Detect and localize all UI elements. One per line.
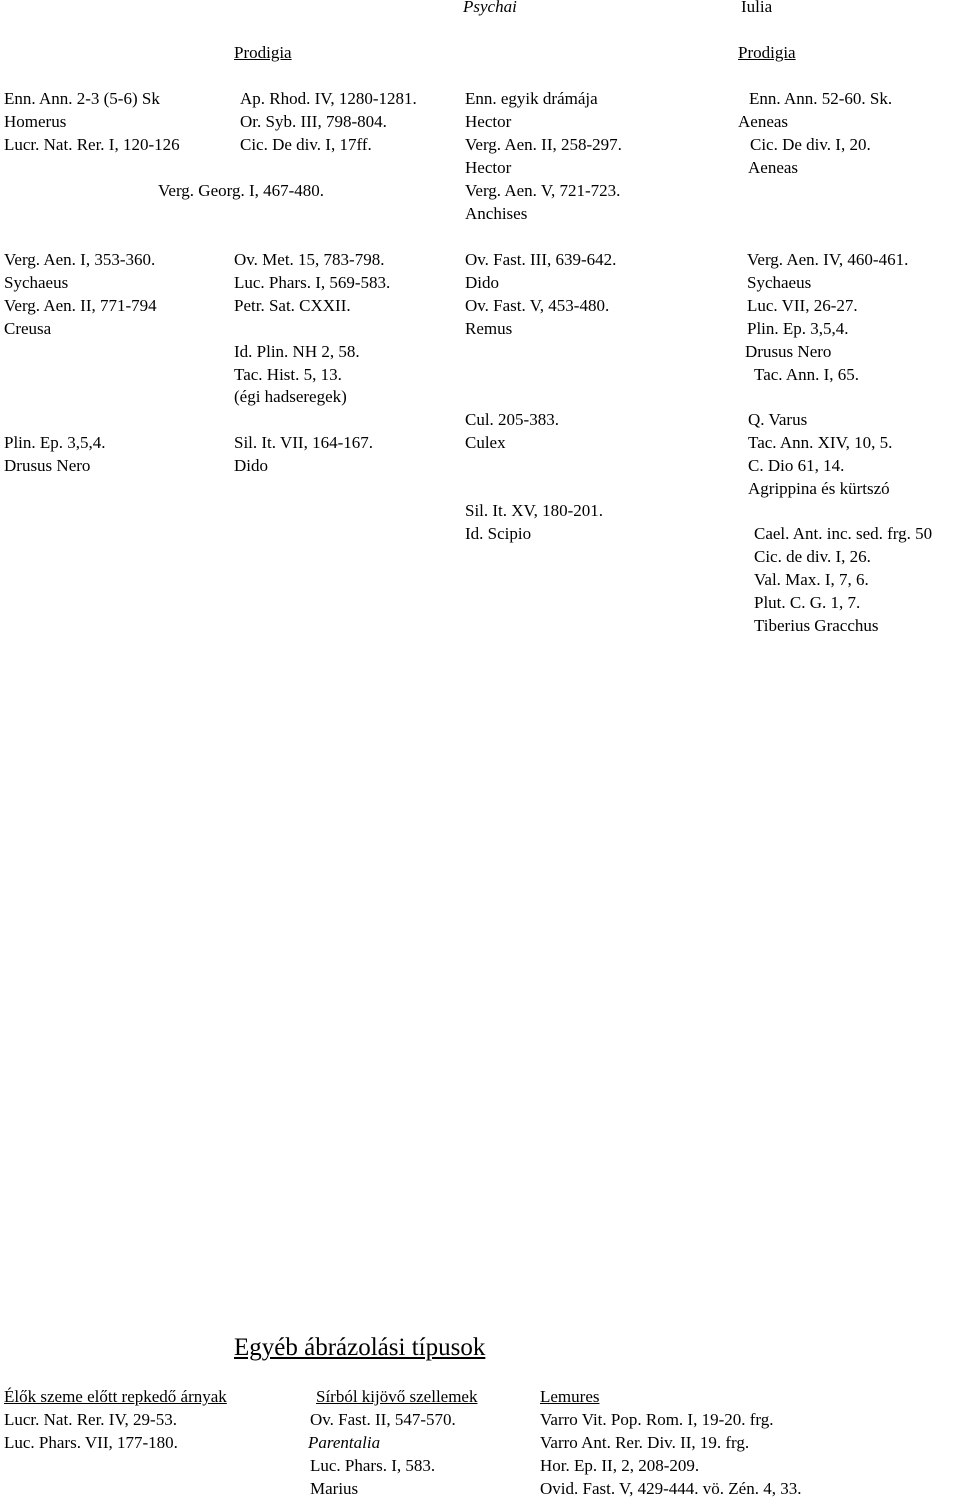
s1-c3-line: Hector [465, 112, 512, 131]
col-heading-szellemek: Sírból kijövő szellemek [316, 1387, 478, 1406]
s2-c3-line: Cul. 205-383. [465, 410, 559, 429]
header-psychai: Psychai [463, 0, 517, 16]
s1-c1-line: Enn. Ann. 2-3 (5-6) Sk [4, 89, 160, 108]
s1-c2-line: Ap. Rhod. IV, 1280-1281. [240, 89, 417, 108]
s1-verg-georg: Verg. Georg. I, 467-480. [158, 181, 325, 200]
egyeb-c3-line: Varro Ant. Rer. Div. II, 19. frg. [540, 1433, 750, 1452]
prodigia-left: Prodigia [234, 43, 292, 62]
egyeb-c3-line: Ovid. Fast. V, 429-444. vö. Zén. 4, 33. [540, 1479, 802, 1498]
egyeb-c1-line: Luc. Phars. VII, 177-180. [4, 1433, 178, 1452]
s2-c2-line: Luc. Phars. I, 569-583. [234, 273, 391, 292]
egyeb-c2-line: Ov. Fast. II, 547-570. [310, 1410, 456, 1429]
s2-c2-line: Tac. Hist. 5, 13. [234, 365, 342, 384]
s1-c3-line: Anchises [465, 204, 528, 223]
s2-c4-line: C. Dio 61, 14. [748, 456, 845, 475]
s1-c3-line: Verg. Aen. V, 721-723. [465, 181, 621, 200]
s2-c4-line: Cic. de div. I, 26. [754, 547, 871, 566]
s2-c4-line: Agrippina és kürtszó [748, 479, 890, 498]
s2-c4-line: Tiberius Gracchus [754, 616, 879, 635]
s2-c4-line: Luc. VII, 26-27. [747, 296, 858, 315]
s2-c3-line: Ov. Fast. V, 453-480. [465, 296, 610, 315]
s1-c2-line: Cic. De div. I, 17ff. [240, 135, 372, 154]
egyeb-c3-line: Varro Vit. Pop. Rom. I, 19-20. frg. [540, 1410, 774, 1429]
egyeb-c2-line: Marius [310, 1479, 359, 1498]
s2-c4-line: Val. Max. I, 7, 6. [754, 570, 869, 589]
egyeb-c2-line: Luc. Phars. I, 583. [310, 1456, 436, 1475]
s2-c3-line: Ov. Fast. III, 639-642. [465, 250, 617, 269]
s2-c4-line: Tac. Ann. XIV, 10, 5. [748, 433, 893, 452]
s2-c4-line: Q. Varus [748, 410, 808, 429]
s2-c2-line: (égi hadseregek) [234, 387, 347, 406]
s2-c4-line: Plut. C. G. 1, 7. [754, 593, 861, 612]
s2-c4-line: Verg. Aen. IV, 460-461. [747, 250, 909, 269]
s2-c1-line: Plin. Ep. 3,5,4. [4, 433, 106, 452]
egyeb-c3-line: Hor. Ep. II, 2, 208-209. [540, 1456, 700, 1475]
s2-c3-line: Sil. It. XV, 180-201. [465, 501, 604, 520]
s1-c1-line: Homerus [4, 112, 67, 131]
s2-c2-line: Dido [234, 456, 268, 475]
header-iulia: Iulia [741, 0, 773, 16]
col-heading-arnyak: Élők szeme előtt repkedő árnyak [4, 1387, 227, 1406]
egyeb-c2-parentalia: Parentalia [308, 1433, 381, 1452]
s2-c3-line: Culex [465, 433, 506, 452]
prodigia-right: Prodigia [738, 43, 796, 62]
s2-c2-line: Id. Plin. NH 2, 58. [234, 342, 360, 361]
s2-c4-line: Sychaeus [747, 273, 812, 292]
s1-c4-line: Enn. Ann. 52-60. Sk. [749, 89, 893, 108]
s1-c3-line: Enn. egyik drámája [465, 89, 598, 108]
s2-c2-line: Ov. Met. 15, 783-798. [234, 250, 385, 269]
s2-c4-line: Cael. Ant. inc. sed. frg. 50 [754, 524, 933, 543]
s1-c3-line: Hector [465, 158, 512, 177]
section-title-egyeb: Egyéb ábrázolási típusok [234, 1334, 486, 1361]
s2-c3-line: Id. Scipio [465, 524, 532, 543]
egyeb-c1-line: Lucr. Nat. Rer. IV, 29-53. [4, 1410, 177, 1429]
s2-c1-line: Creusa [4, 319, 52, 338]
s2-c1-line: Drusus Nero [4, 456, 91, 475]
s2-c3-line: Dido [465, 273, 499, 292]
s2-c2-line: Sil. It. VII, 164-167. [234, 433, 373, 452]
col-heading-lemures: Lemures [540, 1387, 600, 1406]
s2-c4-line: Tac. Ann. I, 65. [754, 365, 860, 384]
s1-c2-line: Or. Syb. III, 798-804. [240, 112, 387, 131]
s1-c4-line: Cic. De div. I, 20. [750, 135, 871, 154]
s2-c4-line: Plin. Ep. 3,5,4. [747, 319, 849, 338]
s2-c1-line: Verg. Aen. II, 771-794 [4, 296, 157, 315]
s1-c4-line: Aeneas [748, 158, 799, 177]
s2-c1-line: Verg. Aen. I, 353-360. [4, 250, 156, 269]
s1-c1-line: Lucr. Nat. Rer. I, 120-126 [4, 135, 180, 154]
s2-c2-line: Petr. Sat. CXXII. [234, 296, 351, 315]
s2-c1-line: Sychaeus [4, 273, 69, 292]
s1-c4-line: Aeneas [738, 112, 789, 131]
s1-c3-line: Verg. Aen. II, 258-297. [465, 135, 622, 154]
s2-c4-line: Drusus Nero [745, 342, 832, 361]
s2-c3-line: Remus [465, 319, 513, 338]
